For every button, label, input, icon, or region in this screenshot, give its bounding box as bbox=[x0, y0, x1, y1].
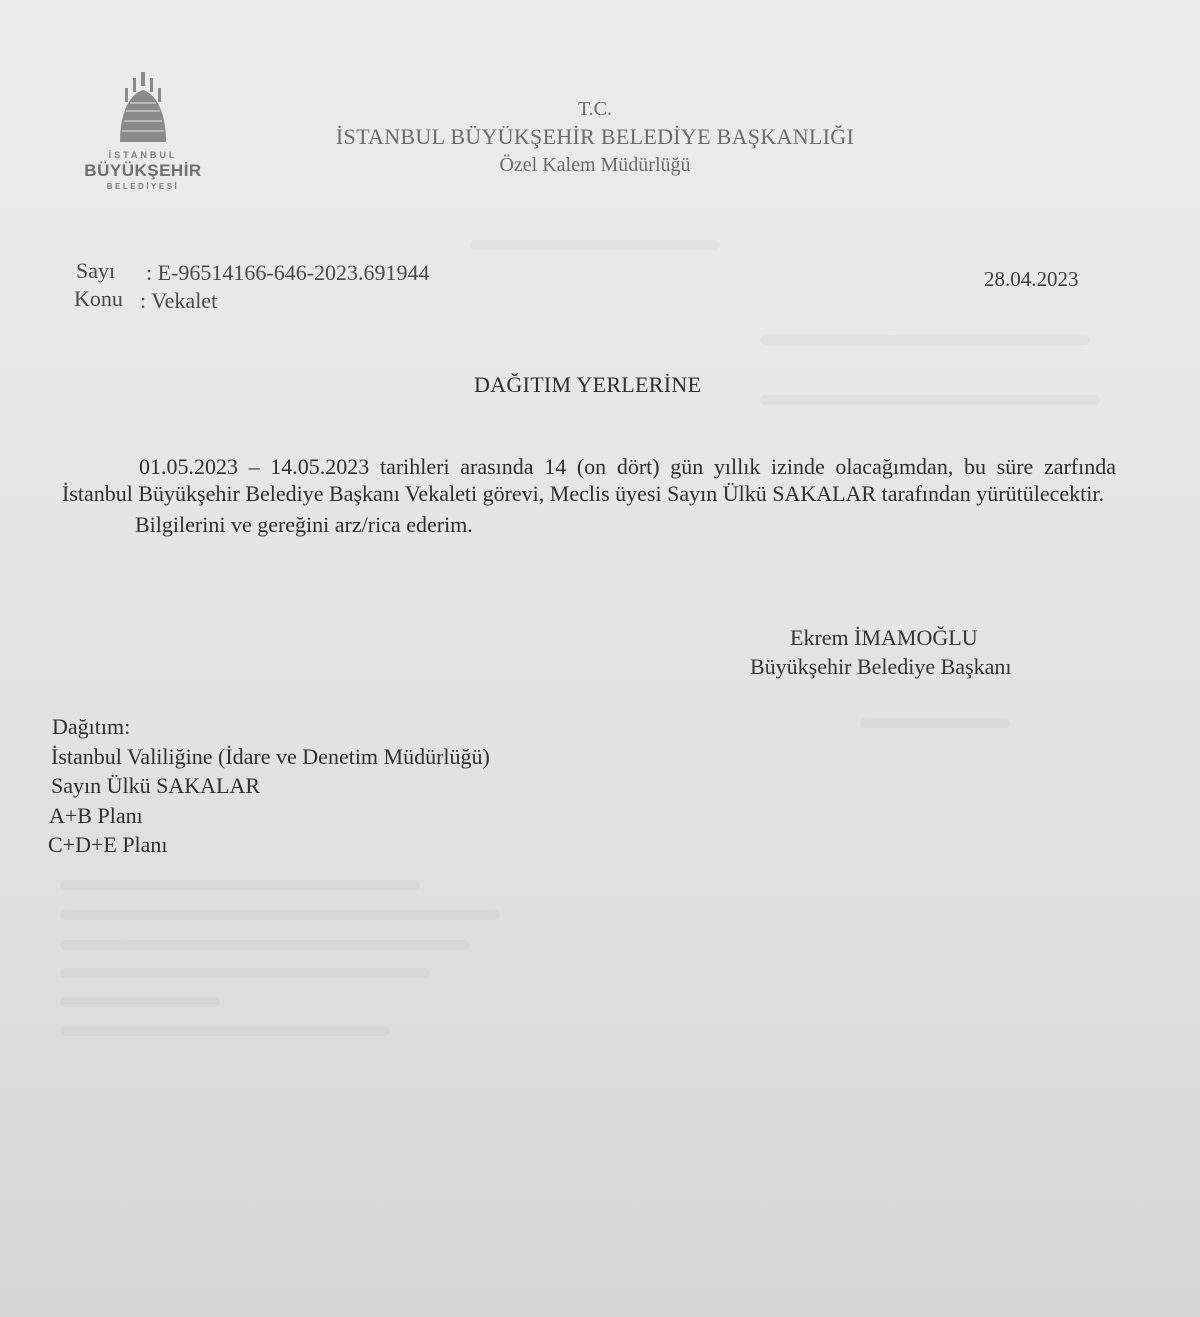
konu-label: Konu bbox=[74, 286, 123, 311]
document-title: DAĞITIM YERLERİNE bbox=[474, 372, 702, 397]
show-through-mark bbox=[470, 240, 720, 250]
show-through-mark bbox=[60, 910, 500, 920]
ibb-logo bbox=[78, 72, 208, 202]
list-item: A+B Planı bbox=[49, 802, 143, 828]
document-date: 28.04.2023 bbox=[984, 267, 1079, 291]
istanbul-mosque-logo-icon bbox=[112, 72, 174, 148]
signatory-name: Ekrem İMAMOĞLU bbox=[790, 625, 978, 650]
konu-value: : Vekalet bbox=[140, 288, 218, 313]
document-body bbox=[62, 453, 1116, 538]
sayi-value: : E-96514166-646-2023.691944 bbox=[146, 260, 430, 285]
show-through-mark bbox=[860, 718, 1010, 728]
list-item: C+D+E Planı bbox=[48, 832, 168, 857]
show-through-mark bbox=[760, 335, 1090, 345]
list-item: Sayın Ülkü SAKALAR bbox=[51, 773, 261, 798]
header-department: Özel Kalem Müdürlüğü bbox=[499, 154, 691, 176]
body-paragraph-1: 01.05.2023 – 14.05.2023 tarihleri arasında 14 (on dört) gün yıllık izinde olacağımdan, bu süre zarfında İstanbul Büyükşehir Belediye Başkanı Vekaleti görevi, Meclis üyesi Sayın Ülkü SAKALAR tarafından yürütülecektir. bbox=[62, 454, 1116, 506]
logo-text-belediyesi: BELEDİYESİ bbox=[106, 182, 180, 191]
show-through-mark bbox=[60, 940, 470, 950]
logo-text-buyuksehir: BÜYÜKŞEHİR bbox=[84, 161, 202, 180]
list-item: İstanbul Valiliğine (İdare ve Denetim Müdürlüğü) bbox=[51, 743, 490, 769]
sayi-label: Sayı bbox=[76, 258, 116, 283]
show-through-mark bbox=[60, 880, 420, 890]
show-through-mark bbox=[760, 395, 1100, 405]
distribution-heading: Dağıtım: bbox=[52, 714, 131, 739]
distribution-list bbox=[48, 712, 490, 860]
show-through-mark bbox=[60, 1026, 390, 1036]
header-institution: İSTANBUL BÜYÜKŞEHİR BELEDİYE BAŞKANLIĞI bbox=[335, 124, 855, 149]
logo-text-istanbul: İSTANBUL bbox=[108, 150, 178, 160]
header-tc: T.C. bbox=[577, 98, 613, 120]
show-through-mark bbox=[60, 968, 430, 978]
show-through-mark bbox=[60, 997, 220, 1007]
body-paragraph-2: Bilgilerini ve gereğini arz/rica ederim. bbox=[135, 512, 473, 537]
signatory-title: Büyükşehir Belediye Başkanı bbox=[750, 654, 1012, 679]
